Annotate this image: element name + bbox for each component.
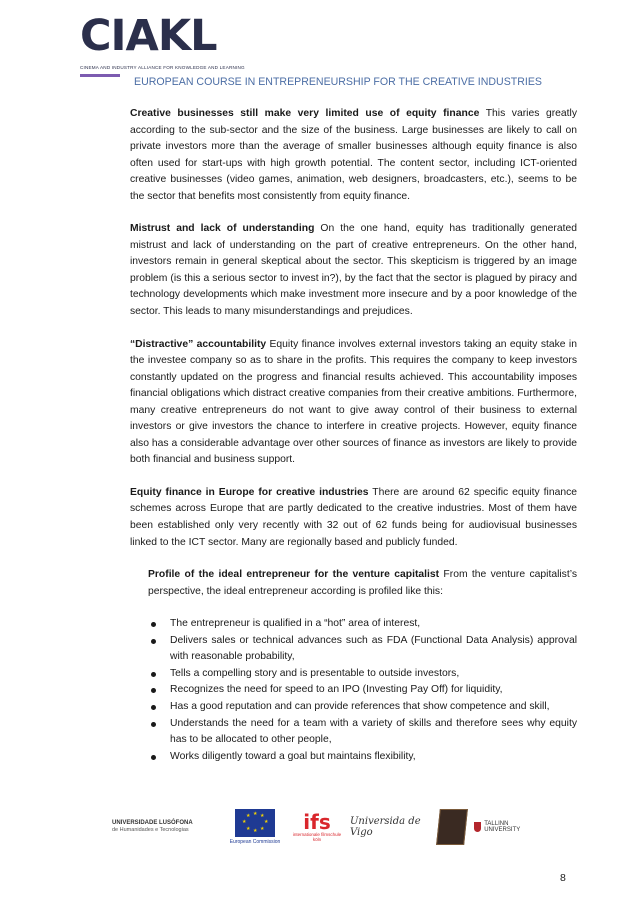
- paragraph-heading: Mistrust and lack of understanding: [130, 223, 315, 235]
- logo-tagline: CINEMA AND INDUSTRY ALLIANCE FOR KNOWLEDGE AND LEARNING: [80, 65, 245, 70]
- bullet-icon: [151, 755, 156, 760]
- paragraph-ideal-entrepreneur: [148, 567, 577, 600]
- lusofona-logo: UNIVERSIDADE LUSÓFONA de Humanidades e Tecnologias: [112, 820, 193, 833]
- paragraph-text: From the venture capitalist’s perspective, the ideal entrepreneur according is profiled like this:: [148, 569, 577, 597]
- ifs-logo: ifs internationale filmschule köln: [292, 810, 342, 842]
- ciakl-logo: [80, 11, 340, 74]
- indented-section: [148, 567, 577, 765]
- bullet-icon: [151, 672, 156, 677]
- european-commission-logo: ★ ★ ★ ★ ★ ★ ★ ★ European Commission: [229, 811, 281, 845]
- paragraph-heading: Equity finance in Europe for creative industries: [130, 486, 369, 498]
- list-item: Recognizes the need for speed to an IPO (Investing Pay Off) for liquidity,: [148, 682, 577, 699]
- eu-flag-icon: ★ ★ ★ ★ ★ ★ ★ ★: [235, 809, 275, 837]
- page-number: 8: [560, 872, 566, 884]
- paragraph-heading: Creative businesses still make very limited use of equity finance: [130, 108, 480, 119]
- list-item: Tells a compelling story and is presentable to outside investors,: [148, 666, 577, 683]
- logo-wordmark: CIAKL: [80, 11, 217, 61]
- bullet-icon: [151, 722, 156, 727]
- list-item: The entrepreneur is qualified in a “hot” area of interest,: [148, 616, 577, 633]
- paragraph-text: On the one hand, equity has traditionally generated mistrust and lack of understanding on the part of creative entrepreneurs. On the other hand, investors remain in general skeptical about the sector. This skepticism is triggered by an image problem (is this a serious sector to invest in?), by the fact that the sector is plagued by piracy and technology developments which make investment more insecure and by a poor knowledge of the sector. This leads to many misunderstandings and prejudices.: [130, 223, 578, 318]
- paragraph-text: This varies greatly according to the sub-sector and the size of the business. Large businesses are likely to call on private investors more than the average of smaller businesses although equity finance is also often used for start-ups with high growth potential. The content sector, including ICT-oriented creative businesses (video games, animation, web designers, broadcasters, etc.), seems to be the sector that benefits most consistently from equity finance.: [130, 108, 577, 202]
- bullet-icon: [151, 688, 156, 693]
- film-logo: [434, 802, 470, 852]
- bullet-list: [148, 616, 577, 765]
- paragraph-text: There are around 62 specific equity finance schemes across Europe that are partly dedicated to the creative industries. Most of them have been established only very recently with 32 out of 62 funds being for audiovisual businesses linked to the ICT sector. Many are regionally based and publicly funded.: [130, 486, 577, 548]
- list-item: Has a good reputation and can provide references that show competence and skill,: [148, 699, 577, 716]
- paragraph-mistrust: [130, 221, 577, 320]
- list-item: Delivers sales or technical advances such as FDA (Functional Data Analysis) approval with reasonable probability,: [148, 633, 577, 666]
- list-item: Understands the need for a team with a variety of skills and therefore sees why equity has to be allocated to other people,: [148, 716, 577, 749]
- paragraph-text: Equity finance involves external investors taking an equity stake in the investee company so as to share in the profits. This requires the company to keep investors constantly updated on the progress and financial results achieved. This accountability imposes financial obligations which distract creative companies from their creative ambitions. Furthermore, many creative entrepreneurs do not want to give away control of their business to external investors or give investors the chance to interfere in creative projects. However, equity finance also has a considerable advantage over other sources of finance as investors are likely to provide both financial and business support.: [130, 338, 577, 466]
- bullet-icon: [151, 639, 156, 644]
- list-item: Works diligently toward a goal but maintains flexibility,: [148, 749, 577, 766]
- paragraph-heading: “Distractive” accountability: [130, 338, 267, 350]
- paragraph-accountability: [130, 337, 577, 469]
- paragraph-heading: Profile of the ideal entrepreneur for the venture capitalist: [148, 569, 440, 581]
- document-body: [130, 106, 577, 765]
- course-title: EUROPEAN COURSE IN ENTREPRENEURSHIP FOR THE CREATIVE INDUSTRIES: [134, 76, 542, 88]
- bullet-icon: [151, 622, 156, 627]
- film-icon: [436, 809, 468, 845]
- tallinn-logo: TALLINN UNIVERSITY: [474, 802, 540, 852]
- crest-icon: [474, 822, 481, 832]
- paragraph-equity-use: [130, 106, 577, 205]
- partner-logos: [112, 802, 536, 852]
- bullet-icon: [151, 705, 156, 710]
- vigo-logo: Universida de Vigo: [350, 816, 421, 838]
- paragraph-equity-europe: [130, 485, 577, 551]
